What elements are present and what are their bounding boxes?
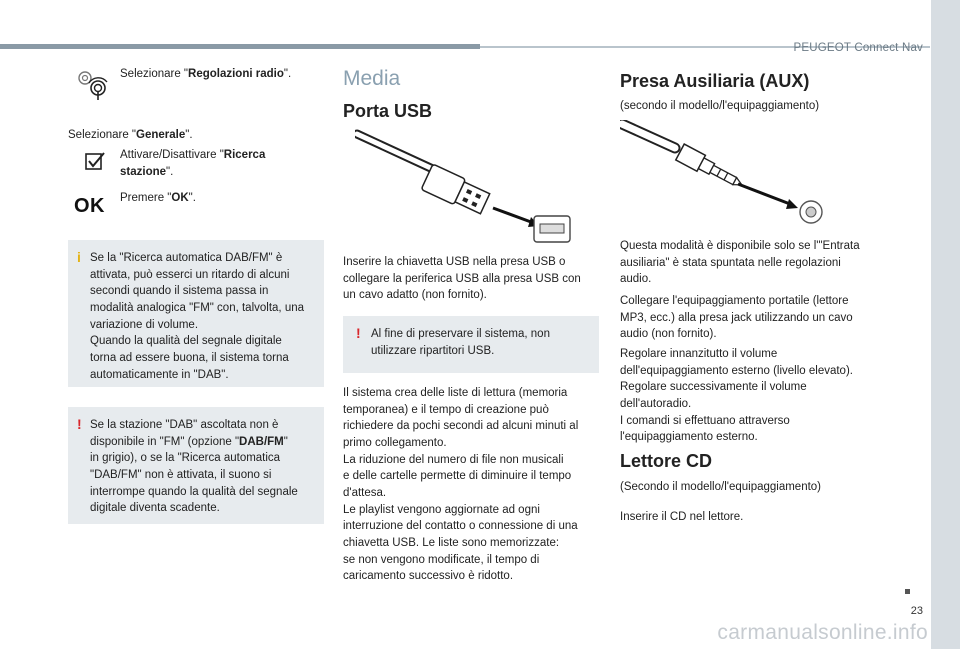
info-note-line: secondi quando il sistema passa in — [90, 285, 269, 298]
header-brand: PEUGEOT Connect Nav — [793, 42, 923, 54]
page-number: 23 — [910, 605, 923, 617]
heading-cd-player: Lettore CD — [620, 451, 713, 471]
aux-volume-line: dell'equipaggiamento esterno (livello elevato). — [620, 364, 853, 377]
warning-icon: ! — [356, 325, 361, 341]
info-note-line: Quando la qualità del segnale digitale — [90, 335, 282, 348]
playlist-info-line: interruzione del contatto o connessione di una — [343, 520, 578, 533]
warning-note-line: Se la stazione "DAB" ascoltata non è — [90, 419, 279, 431]
warning-note-usb-splitter — [343, 316, 599, 373]
info-note-line: Se la "Ricerca automatica DAB/FM" è — [90, 252, 283, 264]
heading-usb-port: Porta USB — [343, 101, 433, 121]
step-ok-text: Premere "OK". — [120, 192, 196, 204]
playlist-info — [343, 385, 599, 585]
cd-subtitle: (Secondo il modello/l'equipaggiamento) — [620, 481, 822, 493]
ok-icon — [74, 192, 114, 226]
playlist-info-line: d'attesa. — [343, 487, 387, 500]
side-band — [931, 0, 960, 649]
warning-note-line: disponibile in "FM" (opzione "DAB/FM" — [90, 435, 288, 448]
aux-volume-line: l'equipaggiamento esterno. — [620, 431, 758, 444]
aux-volume-line: Regolare successivamente il volume — [620, 381, 807, 394]
warning-note-dab-fm — [68, 407, 324, 524]
aux-availability — [620, 238, 882, 288]
aux-availability-line: audio. — [620, 273, 652, 286]
warning-note-line: in grigio), o se la "Ricerca automatica — [90, 452, 281, 465]
usb-instructions — [343, 254, 599, 304]
info-note-line: torna ad essere buona, il sistema torna — [90, 352, 289, 365]
step-radio-settings-text: Selezionare "Regolazioni radio". — [120, 68, 292, 80]
aux-volume-line: dell'autoradio. — [620, 398, 692, 411]
playlist-info-line: La riduzione del numero di file non musicali — [343, 453, 564, 466]
info-note-line: variazione di volume. — [90, 318, 199, 331]
playlist-info-line: Il sistema crea delle liste di lettura (memoria — [343, 387, 568, 399]
playlist-info-line: richiedere da pochi secondi ad alcuni minuti al — [343, 420, 579, 433]
step-station-search-text: Attivare/Disattivare "Ricerca stazione". — [120, 149, 266, 178]
info-note-line: modalità analogica "FM" con, talvolta, una — [90, 302, 305, 315]
usb-instructions-line: collegare la periferica USB alla presa USB con — [343, 272, 581, 285]
aux-subtitle: (secondo il modello/l'equipaggiamento) — [620, 100, 820, 112]
playlist-info-line: primo collegamento. — [343, 437, 447, 450]
playlist-info-line: e delle cartelle permette di diminuire il tempo — [343, 470, 572, 483]
playlist-info-line: se non vengono modificate, il tempo di — [343, 553, 540, 566]
aux-volume-line: Regolare innanzitutto il volume — [620, 348, 778, 360]
watermark: carmanualsonline.info — [717, 621, 928, 644]
jack-illustration — [620, 120, 835, 225]
aux-volume — [620, 346, 882, 446]
aux-availability-line: ausiliaria" è stata spuntata nelle regolazioni — [620, 256, 841, 269]
cd-instructions: Inserire il CD nel lettore. — [620, 511, 744, 523]
warning-icon: ! — [77, 416, 82, 432]
aux-connect-line: Collegare l'equipaggiamento portatile (lettore — [620, 295, 849, 307]
playlist-info-line: Le playlist vengono aggiornate ad ogni — [343, 503, 540, 516]
ok-icon-label: OK — [74, 195, 105, 217]
info-note-line: automaticamente in "DAB". — [90, 368, 229, 381]
usb-illustration — [355, 128, 575, 246]
checkbox-icon — [74, 147, 114, 181]
continuation-marker — [905, 589, 910, 594]
aux-connect-line: MP3, ecc.) alla presa jack utilizzando un cavo — [620, 311, 853, 324]
warning-note-line: digitale diventa scadente. — [90, 502, 220, 515]
playlist-info-line: caricamento successivo è ridotto. — [343, 570, 514, 583]
playlist-info-line: chiavetta USB. Le liste sono memorizzate: — [343, 537, 560, 550]
section-title-media: Media — [343, 67, 401, 90]
info-icon: i — [77, 249, 81, 265]
usb-instructions-line: Inserire la chiavetta USB nella presa USB o — [343, 256, 566, 268]
warning-note-line: utilizzare ripartitori USB. — [371, 344, 495, 357]
usb-instructions-line: un cavo adatto (non fornito). — [343, 289, 487, 302]
aux-availability-line: Questa modalità è disponibile solo se l'"Entrata — [620, 240, 860, 252]
info-note-line: attivata, può esserci un ritardo di alcuni — [90, 268, 290, 281]
warning-note-line: Al fine di preservare il sistema, non — [371, 328, 550, 340]
radio-settings-icon — [74, 66, 114, 100]
aux-connect-line: audio (non fornito). — [620, 328, 717, 341]
warning-note-line: interrompe quando la qualità del segnale — [90, 485, 298, 498]
warning-note-line: "DAB/FM" non è attivata, il suono si — [90, 469, 272, 482]
playlist-info-line: temporanea) e il tempo di creazione può — [343, 403, 549, 416]
info-note-auto-search — [68, 240, 324, 387]
select-general-text: Selezionare "Generale". — [68, 129, 193, 141]
header-rule-dark — [0, 44, 480, 49]
heading-aux: Presa Ausiliaria (AUX) — [620, 71, 810, 91]
aux-volume-line: I comandi si effettuano attraverso — [620, 414, 790, 427]
aux-connect — [620, 293, 882, 343]
